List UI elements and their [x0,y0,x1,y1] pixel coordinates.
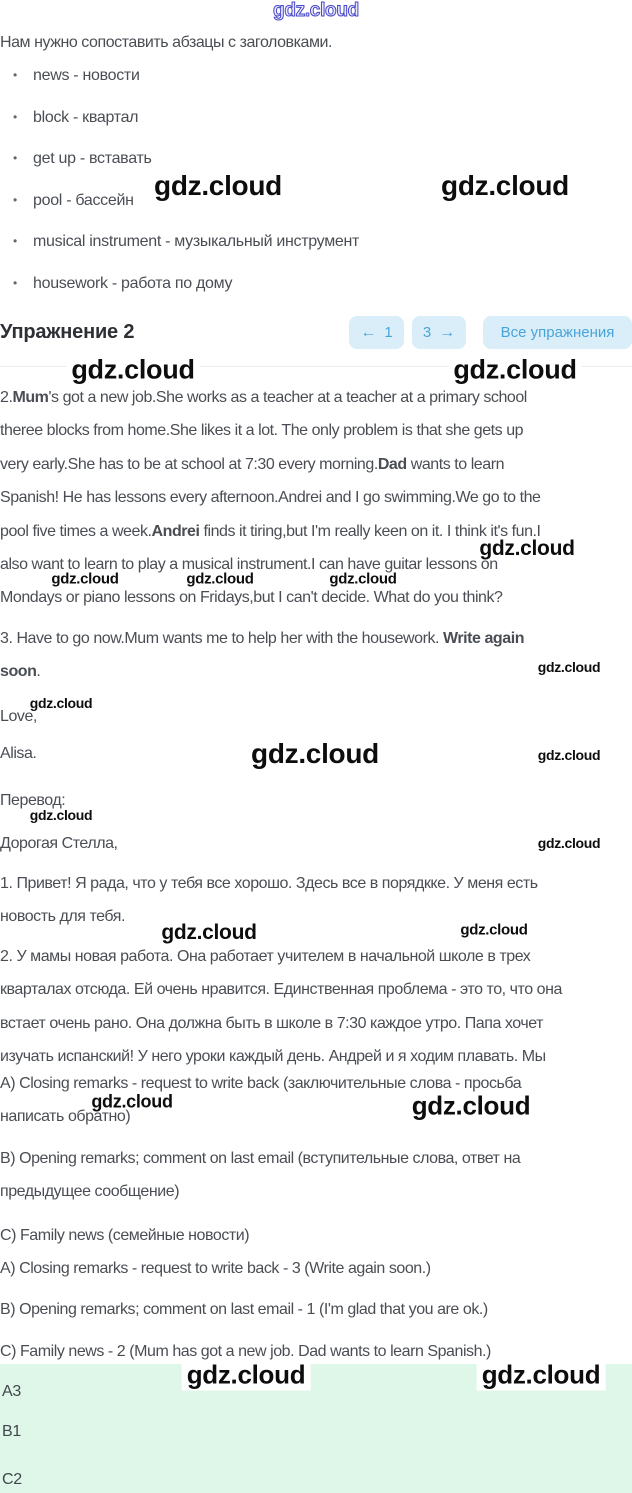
text-line: встает очень рано. Она должна быть в школе в 7:30 каждое утро. Папа хочет [0,1014,544,1032]
gdz-cloud-watermark: gdz.cloud [537,659,601,675]
letter-paragraph-3 [0,622,632,689]
exercise-title: Упражнение 2 [0,321,135,343]
gdz-cloud-watermark: gdz.cloud [149,170,287,202]
gdz-cloud-watermark: gdz.cloud [182,1360,311,1391]
vocab-item [0,104,632,146]
gdz-cloud-watermark: gdz.cloud [29,695,93,711]
gdz-cloud-watermark: gdz.cloud [479,537,575,560]
text-line: 2. У мамы новая работа. Она работает учителем в начальной школе в трех [0,948,531,965]
prev-exercise-number: 1 [384,324,393,341]
translation-paragraph-2 [0,940,632,1074]
translation-paragraph-1 [0,867,632,934]
text-line: 1. Привет! Я рада, что у тебя все хорошо. Здесь все в порядкке. У меня есть [0,875,538,892]
letter-signoff: Love, [0,708,37,725]
gdz-cloud-watermark: gdz.cloud [66,355,199,386]
gdz-cloud-watermark: gdz.cloud [477,1360,606,1391]
text-line: Mondays or piano lessons on Fridays,but I can't decide. What do you think? [0,589,503,607]
arrow-right-icon: → [439,323,456,341]
text-line: 2.Mum's got a new job.She works as a teacher at a teacher at a primary school [0,389,527,406]
gdz-cloud-watermark: gdz.cloud [460,921,528,939]
text-line: very early.She has to be at school at 7:30 every morning.Dad wants to learn [0,455,505,473]
gdz-cloud-watermark: gdz.cloud [161,921,257,944]
gdz-cloud-watermark: gdz.cloud [537,747,601,763]
gdz-cloud-watermark: gdz.cloud [186,570,254,588]
text-line: soon. [0,663,41,681]
bullet-icon: • [13,109,18,124]
text-line: новость для тебя. [0,908,125,926]
vocab-item [0,62,632,104]
answer-a: A) Closing remarks - request to write back - 3 (Write again soon.) [0,1260,431,1277]
vocab-item [0,270,632,312]
gdz-cloud-watermark: gdz.cloud [273,0,359,21]
text-line: C) Family news (семейные новости) [0,1227,250,1244]
gdz-cloud-watermark: gdz.cloud [51,570,119,588]
vocab-text: pool - бассейн [33,191,134,209]
next-exercise-button[interactable] [412,316,466,349]
letter-signature: Alisa. [0,745,37,762]
text-line: A) Closing remarks - request to write back (заключительные слова - просьба [0,1075,522,1092]
arrow-left-icon: ← [360,323,377,341]
text-line: кварталах отсюда. Ей очень нравится. Единственная проблема - это то, что она [0,981,562,999]
gdz-cloud-watermark: gdz.cloud [29,807,93,823]
translation-salutation: Дорогая Стелла, [0,835,118,852]
vocab-text: block - квартал [33,108,139,126]
answer-c: C) Family news - 2 (Mum has got a new job. Dad wants to learn Spanish.) [0,1343,491,1360]
bullet-icon: • [13,68,18,82]
text-line: pool five times a week.Andrei finds it tiring,but I'm really keen on it. I think it's fun.I [0,522,541,540]
text-line: also want to learn to play a musical instrument.I can have guitar lessons on [0,556,498,574]
gdz-cloud-watermark: gdz.cloud [411,1090,531,1121]
bullet-icon: • [13,192,18,207]
text-line: B) Opening remarks; comment on last email (вступительные слова, ответ на [0,1150,521,1167]
bullet-icon: • [13,275,18,290]
text-line: 3. Have to go now.Mum wants me to help her with the housework. Write again [0,630,525,647]
final-answer-b1: B1 [2,1423,21,1440]
answer-b: B) Opening remarks; comment on last email - 1 (I'm glad that you are ok.) [0,1301,488,1318]
text-line: написать обратно) [0,1108,131,1126]
gdz-cloud-watermark: gdz.cloud [436,170,574,202]
next-exercise-number: 3 [422,324,432,341]
final-answer-a3: A3 [2,1383,21,1400]
gdz-cloud-watermark: gdz.cloud [537,835,601,851]
text-line: предыдущее сообщение) [0,1183,180,1201]
prev-exercise-button[interactable] [349,316,404,349]
heading-option-c [0,1219,632,1252]
vocab-text: get up - вставать [33,150,152,168]
task-intro: Нам нужно сопоставить абзацы с заголовками. [0,34,332,51]
bullet-icon: • [13,234,18,249]
final-answer-c2: C2 [2,1471,22,1488]
text-line: theree blocks from home.She likes it a lot. The only problem is that she gets up [0,422,524,440]
vocab-text: housework - работа по дому [33,274,233,292]
text-line: Spanish! He has lessons every afternoon.Andrei and I go swimming.We go to the [0,489,541,507]
vocab-text: musical instrument - музыкальный инструмент [33,233,360,251]
exercise-header [0,314,632,350]
gdz-cloud-watermark: gdz.cloud [329,570,397,588]
vocab-item [0,228,632,270]
translation-label: Перевод: [0,792,66,809]
text-line: изучать испанский! У него уроки каждый день. Андрей и я ходим плавать. Мы [0,1048,546,1066]
bullet-icon: • [13,151,18,166]
heading-option-b [0,1142,632,1209]
gdz-cloud-watermark: gdz.cloud [91,1091,173,1112]
gdz-cloud-watermark: gdz.cloud [448,355,581,386]
vocab-text: news - новости [33,67,140,84]
all-exercises-button[interactable]: Все упражнения [483,316,632,349]
gdz-cloud-watermark: gdz.cloud [251,738,379,769]
